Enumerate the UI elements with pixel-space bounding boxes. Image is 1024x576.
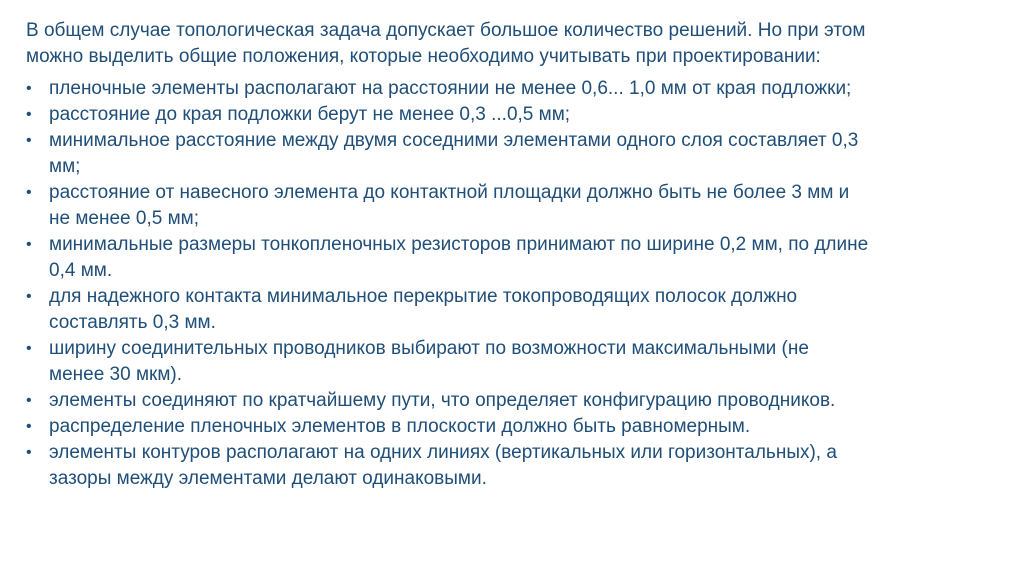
bullet-icon: •	[26, 444, 32, 461]
bullet-text-line: расстояние до края подложки берут не менее 0,3 ...0,5 мм;	[49, 104, 571, 125]
bullet-text	[49, 180, 1016, 232]
bullet-text	[49, 440, 1016, 492]
bullet-text-line: для надежного контакта минимальное перекрытие токопроводящих полосок должно	[49, 286, 798, 307]
bullet-item	[26, 180, 1016, 232]
bullet-text	[49, 128, 1016, 180]
bullet-item	[26, 232, 1016, 284]
bullet-icon: •	[26, 106, 32, 123]
bullet-icon: •	[26, 236, 32, 253]
bullet-item	[26, 284, 1016, 336]
bullet-text-line: минимальные размеры тонкопленочных резисторов принимают по ширине 0,2 мм, по длине	[49, 234, 869, 255]
bullet-text-line: 0,4 мм.	[49, 260, 113, 281]
bullet-text-line: менее 30 мкм).	[49, 364, 182, 385]
bullet-icon: •	[26, 392, 32, 409]
bullet-icon: •	[26, 132, 32, 149]
bullet-item	[26, 440, 1016, 492]
bullet-text-line: минимальное расстояние между двумя соседними элементами одного слоя составляет 0,3	[49, 130, 859, 151]
bullet-text	[49, 414, 1016, 440]
bullet-text	[49, 284, 1016, 336]
bullet-text	[49, 232, 1016, 284]
bullet-text-line: элементы контуров располагают на одних линиях (вертикальных или горизонтальных), а	[49, 442, 837, 463]
intro-line-2: можно выделить общие положения, которые необходимо учитывать при проектировании:	[26, 46, 821, 67]
bullet-text	[49, 76, 1016, 102]
bullet-item	[26, 76, 1016, 102]
bullet-icon: •	[26, 184, 32, 201]
bullet-text-line: элементы соединяют по кратчайшему пути, что определяет конфигурацию проводников.	[49, 390, 836, 411]
bullet-text-line: ширину соединительных проводников выбирают по возможности максимальными (не	[49, 338, 809, 359]
bullet-icon: •	[26, 418, 32, 435]
bullet-text-line: расстояние от навесного элемента до контактной площадки должно быть не более 3 мм и	[49, 182, 850, 203]
intro-paragraph	[26, 18, 1016, 70]
bullet-item	[26, 414, 1016, 440]
bullet-list	[26, 76, 1016, 492]
bullet-item	[26, 388, 1016, 414]
intro-line-1: В общем случае топологическая задача допускает большое количество решений. Но при этом	[26, 20, 866, 41]
bullet-icon: •	[26, 288, 32, 305]
bullet-text	[49, 388, 1016, 414]
bullet-text-line: пленочные элементы располагают на расстоянии не менее 0,6... 1,0 мм от края подложки;	[49, 78, 852, 99]
bullet-text-line: зазоры между элементами делают одинаковыми.	[49, 468, 487, 489]
bullet-text	[49, 102, 1016, 128]
bullet-text-line: составлять 0,3 мм.	[49, 312, 216, 333]
bullet-item	[26, 128, 1016, 180]
bullet-icon: •	[26, 80, 32, 97]
bullet-item	[26, 102, 1016, 128]
bullet-text-line: распределение пленочных элементов в плоскости должно быть равномерным.	[49, 416, 751, 437]
bullet-icon: •	[26, 340, 32, 357]
slide-content	[26, 18, 1016, 492]
bullet-item	[26, 336, 1016, 388]
bullet-text	[49, 336, 1016, 388]
bullet-text-line: не менее 0,5 мм;	[49, 208, 199, 229]
bullet-text-line: мм;	[49, 156, 81, 177]
